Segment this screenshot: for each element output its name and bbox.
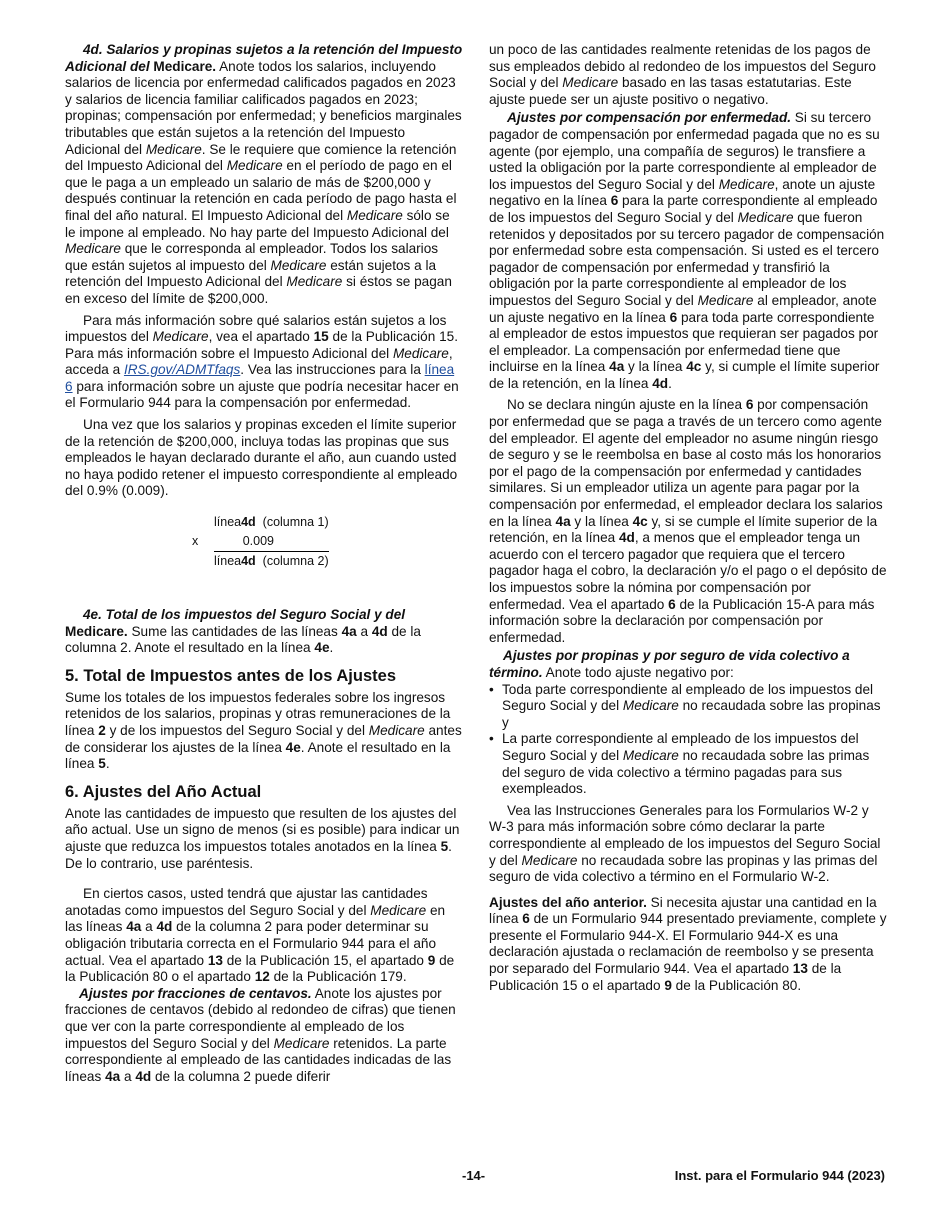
rounding-continuation: un poco de las cantidades realmente retenidas de los pagos de sus empleados debido al redondeo de los impuestos del Seguro Social y del Medicare basado en las tasas estatutarias. Este ajuste puede ser un ajuste positivo o negativo. [489,42,876,107]
prior-year-adjustments: Ajustes del año anterior. Si necesita ajustar una cantidad en la línea 6 de un Formulario 944 presentado previamente, complete y presente el Formulario 944-X. El Formulario 944-X es una declaración ajustada o reclamación de reembolso y se presenta por separado del Formulario 944. Vea el apartado 13 de la Publicación 15 o el apartado 9 de la Publicación 80. [489,894,887,993]
paragraph-tips-limit: Una vez que los salarios y propinas exceden el límite superior de la retención de $200,000, incluya todas las propinas que sus empleados le hayan declarado durante el año, aun cuando usted no haya podido retener el impuesto correspondiente al empleado del 0.9% (0.009). [65,417,458,499]
section-5-title: 5. Total de Impuestos antes de los Ajustes [65,666,396,685]
section-5-text: Sume los totales de los impuestos federales sobre los ingresos retenidos de los salarios, propinas y otras remuneraciones de la línea 2 y de los impuestos del Seguro Social y del Medicare antes de considerar los ajustes de la línea 4e. Anote el resultado en la línea 5. [65,689,462,772]
tips-life-insurance-heading: Ajustes por propinas y por seguro de vida colectivo a término. [489,648,850,680]
section-6-paragraph-2: En ciertos casos, usted tendrá que ajustar las cantidades anotadas como impuestos del Seguro Social y del Medicare en las líneas 4a a 4d de la columna 2 para poder determinar su obligación tributaria correcta en el Formulario 944 para el año actual. Vea el apartado 13 de la Publicación 15, el apartado 9 de la Publicación 80 o el apartado 12 de la Publicación 179. [65,886,455,985]
section-4e: 4e. Total de los impuestos del Seguro Social y del Medicare. Sume las cantidades de las líneas 4a a 4d de la columna 2. Anote el resultado en la línea 4e. [65,607,421,656]
section-6-title: 6. Ajustes del Año Actual [65,782,262,801]
page-number: -14- [462,1168,486,1183]
tips-life-insurance-adjustments: Ajustes por propinas y por seguro de vida colectivo a término. Anote todo ajuste negativo por: [489,648,850,680]
bullet-item: • La parte correspondiente al empleado de los impuestos del Seguro Social y del Medicare no recaudada sobre las primas del seguro de vida colectivo a término pagadas para sus exempleados. [489,731,870,797]
left-column [65,42,463,1090]
section-4e-heading: 4e. Total de los impuestos del Seguro Social y del [83,607,406,623]
section-4d: 4d. Salarios y propinas sujetos a la retención del Impuesto Adicional del Medicare. Anote todos los salarios, incluyendo salarios de licencia por enfermedad calificados pagados en 2023 y salarios de licencia familiar calificados pagados en 2023; propinas; compensación por enfermedad; y beneficios marginales tributables que están sujetos a la retención del Impuesto Adicional del Medicare. Se le requiere que comience la retención del Impuesto Adicional del Medicare en el período de pago en el que le paga a un empleado un salario de más de $200,000 y después continuar la retención en cada período de pago hasta el final del año natural. El Impuesto Adicional del Medicare sólo se le impone al empleado. No hay parte del Impuesto Adicional del Medicare que le corresponda al empleador. Todos los salarios que están sujetos al impuesto del Medicare están sujetos a la retención del Impuesto Adicional del Medicare si éstos se pagan en exceso del límite de $200,000. [65,42,463,306]
bullet-item: • Toda parte correspondiente al empleado de los impuestos del Seguro Social y del Medicare no recaudada sobre las propinas y [489,681,881,730]
linea-6-link[interactable]: línea 6 [65,362,455,394]
calculation-block: línea 4d (columna 1) x 0.009 línea 4d (columna 2) [192,515,329,569]
multiplier-value: 0.009 [242,534,274,549]
fraction-adjustments-heading: Ajustes por fracciones de centavos. [79,985,312,1001]
paragraph-more-info: Para más información sobre qué salarios están sujetos a los impuestos del Medicare, vea el apartado 15 de la Publicación 15. Para más información sobre el Impuesto Adicional del Medicare, acceda a IRS.gov/ADMTfaqs. Vea las instrucciones para la línea 6 para información sobre un ajuste que podría necesitar hacer en el Formulario 944 para la compensación por enfermedad. [65,312,459,411]
w2-instructions-paragraph: Vea las Instrucciones Generales para los Formularios W-2 y W-3 para más información sobre cómo declarar la parte correspondiente al empleado de los impuestos del Seguro Social y del Medicare no recaudada sobre las propinas y las primas del seguro de vida colectivo a término en el Formulario W-2. [489,802,881,885]
sick-pay-heading: Ajustes por compensación por enfermedad. [507,110,792,126]
section-6-text: Anote las cantidades de impuesto que resulten de los ajustes del año actual. Use un signo de menos (si es posible) para indicar un ajuste que reduzca los impuestos totales anotados en la línea 5. De lo contrario, use paréntesis. [65,805,460,871]
section-4d-heading: 4d. Salarios y propinas sujetos a la retención del Impuesto Adicional del [65,42,463,74]
sick-pay-agent-paragraph: No se declara ningún ajuste en la línea 6 por compensación por enfermedad que se paga a través de un tercero como agente del empleador. El agente del empleador no asume ningún riesgo de seguro y se le reembolsa en base al costo más los honorarios por el pago de la compensación por enfermedad y cantidades similares. Si un empleador utiliza un agente para pagar por la compensación por enfermedad, el empleador declara los salarios en la línea 4a y la línea 4c y, si se cumple el límite superior de la retención, en la línea 4d, a menos que el empleador tenga un acuerdo con el tercero pagador que requiera que el tercero pagador haga el cobro, la declaración y/o el pago o el depósito de los impuestos sobre la nómina por compensación por enfermedad. Vea el apartado 6 de la Publicación 15-A para más información sobre la declaración por compensación por enfermedad. [489,397,887,645]
form-name-footer: Inst. para el Formulario 944 (2023) [674,1168,885,1183]
irs-admtfaqs-link[interactable]: IRS.gov/ADMTfaqs [123,362,241,378]
prior-year-heading: Ajustes del año anterior. [489,894,647,910]
sick-pay-adjustments: Ajustes por compensación por enfermedad. Si su tercero pagador de compensación por enfermedad pagada que no es su agente (por ejemplo, una compañía de seguros) le transfiere a usted la obligación por la parte correspondiente al empleador de los impuestos del Seguro Social y del Medicare, anote un ajuste negativo en la línea 6 para la parte correspondiente al empleado de los impuestos del Seguro Social y del Medicare que fueron retenidos y depositados por su tercero pagador de compensación por enfermedad sobre esta compensación. Si usted es el tercero pagador de compensación por enfermedad y transfirió la obligación por la parte correspondiente al empleador de los impuestos del Seguro Social y del Medicare al empleador, anote un ajuste negativo en la línea 6 para toda parte correspondiente al empleador de estos impuestos que requieran ser pagados por el empleador. La compensación por enfermedad tiene que incluirse en la línea 4a y la línea 4c y, si cumple el límite superior de la retención, en la línea 4d. [489,110,885,391]
fraction-adjustments: Ajustes por fracciones de centavos. Anote los ajustes por fracciones de centavos (debido al redondeo de cifras) que tienen que ver con la parte correspondiente al empleado de los impuestos del Seguro Social y del Medicare retenidos. La parte correspondiente al empleado de las cantidades indicadas de las líneas 4a a 4d de la columna 2 puede diferir [65,985,456,1084]
right-column [489,42,887,999]
